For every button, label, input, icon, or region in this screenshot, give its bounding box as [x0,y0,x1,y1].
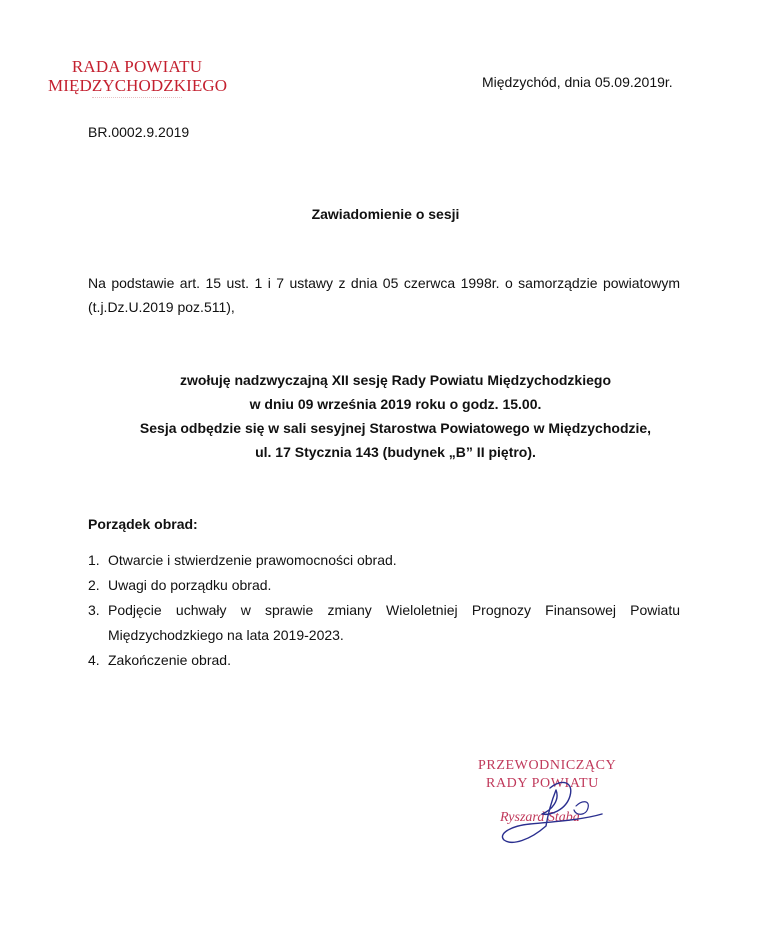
agenda-heading: Porządek obrad: [88,516,198,532]
stamp-line-1: PRZEWODNICZĄCY [478,758,617,773]
seal-line-1: RADA POWIATU [71,57,203,76]
council-seal [48,57,226,101]
handwritten-signature [490,770,620,850]
stamp-name: Ryszard Staba [500,810,580,825]
place-and-date: Międzychód, dnia 05.09.2019r. [482,74,673,90]
seal-line-2: MIĘDZYCHODZKIEGO [48,76,228,95]
announcement-line-4: ul. 17 Stycznia 143 (budynek „B” II piętro). [255,444,536,460]
agenda-item-text: Otwarcie i stwierdzenie prawomocności obrad. [108,552,397,568]
agenda-item-text-line-2: Międzychodzkiego na lata 2019-2023. [108,627,344,643]
session-announcement [0,368,771,464]
reference-number: BR.0002.9.2019 [88,124,190,140]
agenda-item-number: 1. [88,552,100,568]
agenda-item-number: 2. [88,577,100,593]
agenda-item-number: 4. [88,652,100,668]
agenda-item [88,598,680,648]
stamp-line-2: RADY POWIATU [486,776,599,791]
agenda-item-text: Zakończenie obrad. [108,652,231,668]
announcement-line-1: zwołuję nadzwyczajną XII sesję Rady Powiatu Międzychodzkiego [180,372,611,388]
legal-basis: Na podstawie art. 15 ust. 1 i 7 ustawy z dnia 05 czerwca 1998r. o samorządzie powiatowym (t.j.Dz.U.2019 poz.511), [88,275,680,315]
agenda-list [88,548,680,673]
agenda-item-text: Uwagi do porządku obrad. [108,577,272,593]
agenda-item-text [108,598,680,648]
announcement-line-3: Sesja odbędzie się w sali sesyjnej Starostwa Powiatowego w Międzychodzie, [139,420,652,436]
document-title: Zawiadomienie o sesji [311,206,460,222]
agenda-item [88,548,680,573]
announcement-line-2: w dniu 09 września 2019 roku o godz. 15.00. [249,396,542,412]
agenda-item-number: 3. [88,602,100,618]
agenda-item [88,573,680,598]
agenda-item-text-line-1: Podjęcie uchwały w sprawie zmiany Wieloletniej Prognozy Finansowej Powiatu [108,602,680,618]
agenda-item [88,648,680,673]
seal-underline [92,97,182,101]
